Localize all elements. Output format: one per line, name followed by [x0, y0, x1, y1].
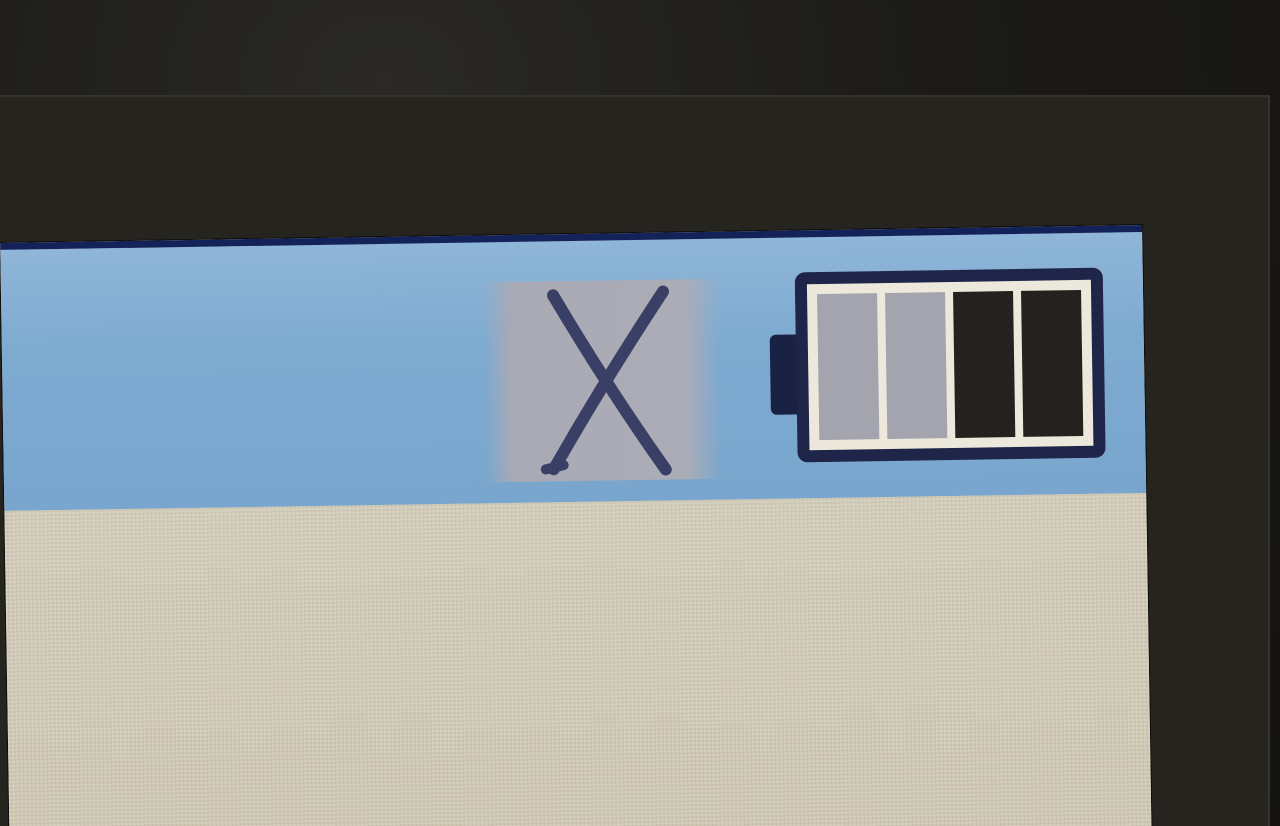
status-bar [0, 225, 1146, 511]
battery-cell-empty [885, 292, 947, 439]
battery-cell-filled [1021, 290, 1083, 437]
battery-icon [769, 268, 1112, 473]
battery-cell-empty [817, 293, 879, 440]
battery-cells [807, 280, 1094, 450]
no-signal-icon [483, 279, 722, 483]
content-area [4, 493, 1152, 826]
device-screen [0, 225, 1152, 826]
battery-cell-filled [953, 291, 1015, 438]
battery-outline [795, 268, 1106, 463]
x-mark-icon [513, 279, 676, 481]
